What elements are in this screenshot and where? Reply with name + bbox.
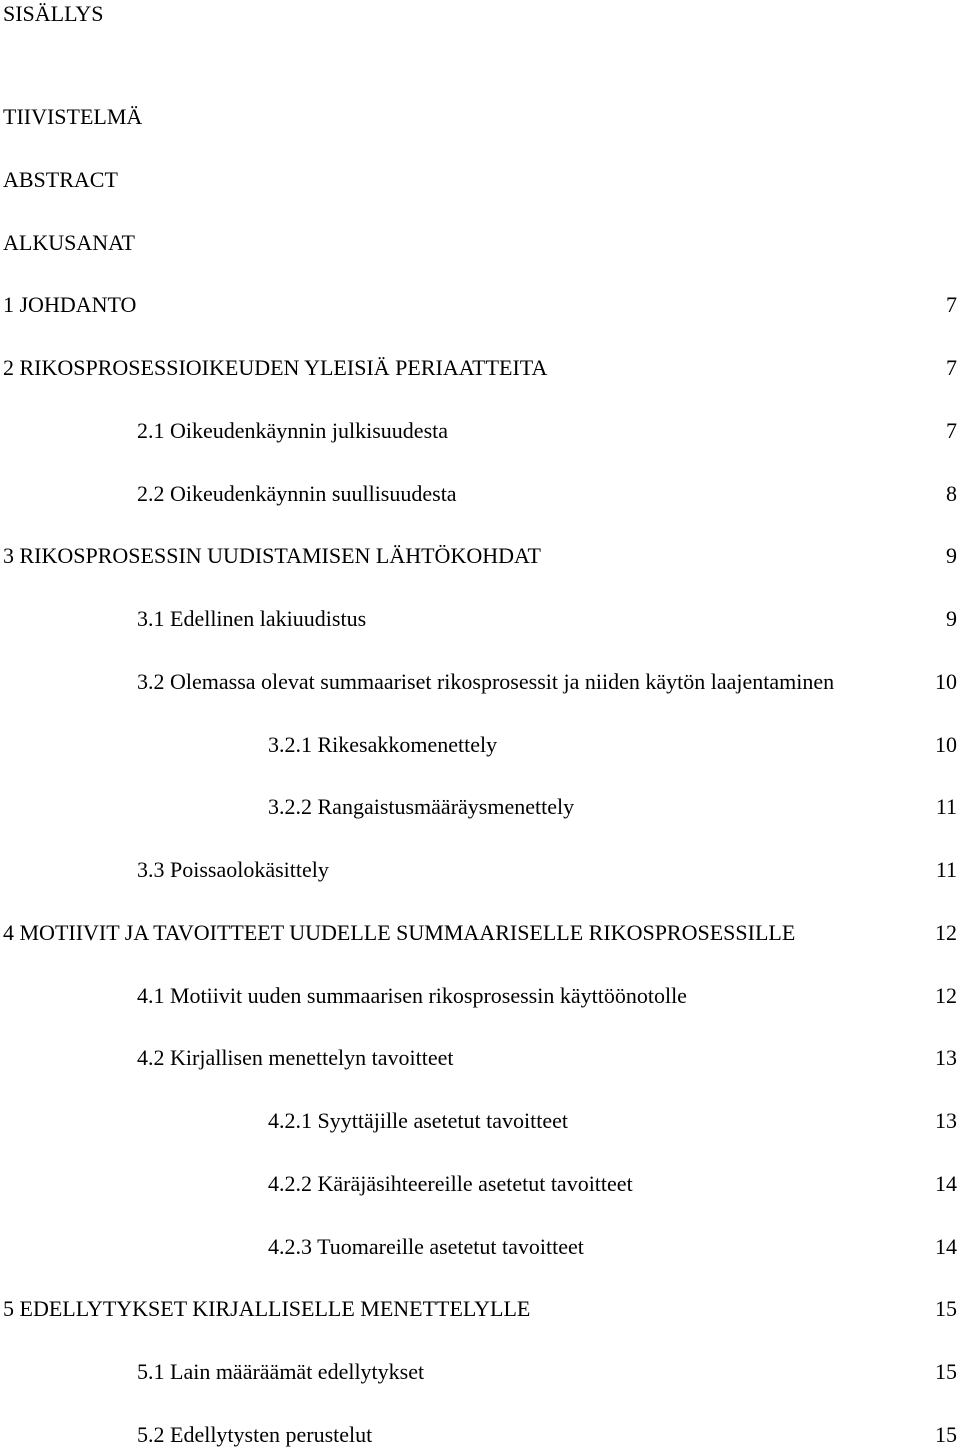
- toc-entry: [3, 1044, 957, 1072]
- toc-entry: [3, 1170, 957, 1198]
- toc-entry: [3, 856, 957, 884]
- toc-entry-label: 4.2.2 Käräjäsihteereille asetetut tavoitteet: [268, 1170, 633, 1196]
- toc-entry: [3, 1358, 957, 1386]
- toc-entry-label: 3 RIKOSPROSESSIN UUDISTAMISEN LÄHTÖKOHDAT: [3, 543, 541, 569]
- toc-entry: [3, 542, 957, 570]
- toc-entry-page: 8: [946, 480, 957, 506]
- toc-entry-page: 7: [946, 355, 957, 380]
- toc-entry-page: 9: [946, 543, 957, 569]
- toc-entry: [3, 605, 957, 633]
- toc-entry-label: 2.2 Oikeudenkäynnin suullisuudesta: [137, 480, 457, 506]
- toc-entry-page: 12: [935, 919, 957, 945]
- toc-entry: [3, 982, 957, 1010]
- toc-entry-label: ALKUSANAT: [3, 229, 135, 255]
- toc-entry-label: 5 EDELLYTYKSET KIRJALLISELLE MENETTELYLLE: [3, 1296, 531, 1322]
- toc-entry-page: 7: [946, 417, 957, 443]
- toc-entry-page: 10: [935, 668, 957, 694]
- toc-entry: [3, 668, 957, 696]
- toc-entry-label: 5.2 Edellytysten perustelut: [137, 1421, 373, 1447]
- toc-entry-page: 13: [935, 1045, 957, 1071]
- toc-entry: [3, 291, 957, 319]
- toc-entry: [3, 731, 957, 759]
- toc-entry-label: 2 RIKOSPROSESSIOIKEUDEN YLEISIÄ PERIAATTEITA: [3, 355, 548, 380]
- toc-entry: [3, 354, 957, 382]
- toc-entry: [3, 1233, 957, 1261]
- toc-entry-page: 15: [935, 1296, 957, 1322]
- toc-entry-label: 4.1 Motiivit uuden summaarisen rikosprosessin käyttöönotolle: [137, 982, 687, 1008]
- toc-entry: [3, 793, 957, 821]
- toc-entry: [3, 480, 957, 508]
- toc-entry-label: 3.2.2 Rangaistusmääräysmenettely: [268, 794, 575, 820]
- page-title: SISÄLLYS: [3, 1, 104, 26]
- toc-entry-label: 4.2.1 Syyttäjille asetetut tavoitteet: [268, 1108, 568, 1133]
- toc-entry-label: 3.3 Poissaolokäsittely: [137, 857, 329, 882]
- toc-entry-label: TIIVISTELMÄ: [3, 104, 143, 129]
- toc-entry-label: 2.1 Oikeudenkäynnin julkisuudesta: [137, 417, 449, 443]
- toc-entry-page: 10: [935, 731, 957, 757]
- toc-entry-page: 11: [935, 794, 957, 820]
- toc-entry-label: 4.2 Kirjallisen menettelyn tavoitteet: [137, 1045, 454, 1071]
- toc-entry-page: 15: [935, 1421, 957, 1447]
- toc-entry-label: 1 JOHDANTO: [3, 292, 137, 318]
- toc-entry-page: 12: [935, 982, 957, 1008]
- toc-entry-label: 5.1 Lain määräämät edellytykset: [137, 1359, 425, 1384]
- table-of-contents: [3, 103, 957, 1449]
- toc-entry-page: 15: [935, 1359, 957, 1384]
- toc-entry: [3, 229, 957, 257]
- toc-entry: [3, 919, 957, 947]
- toc-entry-page: 13: [935, 1108, 957, 1133]
- toc-entry-page: 9: [946, 606, 957, 631]
- toc-entry-page: 14: [935, 1233, 957, 1259]
- toc-entry-label: 3.2 Olemassa olevat summaariset rikosprosessit ja niiden käytön laajentaminen: [137, 668, 835, 694]
- toc-entry: [3, 1107, 957, 1135]
- toc-entry-page: 14: [935, 1170, 957, 1196]
- toc-entry-label: 3.2.1 Rikesakkomenettely: [268, 731, 498, 757]
- toc-entry-label: 3.1 Edellinen lakiuudistus: [137, 606, 367, 631]
- toc-entry-label: ABSTRACT: [3, 166, 118, 192]
- toc-entry: [3, 166, 957, 194]
- toc-entry: [3, 1295, 957, 1323]
- toc-entry-label: 4 MOTIIVIT JA TAVOITTEET UUDELLE SUMMAARISELLE RIKOSPROSESSILLE: [3, 919, 796, 945]
- toc-entry-page: 11: [935, 857, 957, 882]
- toc-entry-label: 4.2.3 Tuomareille asetetut tavoitteet: [268, 1233, 584, 1259]
- toc-entry: [3, 417, 957, 445]
- toc-entry: [3, 103, 957, 131]
- toc-entry-page: 7: [946, 292, 957, 318]
- toc-entry: [3, 1421, 957, 1449]
